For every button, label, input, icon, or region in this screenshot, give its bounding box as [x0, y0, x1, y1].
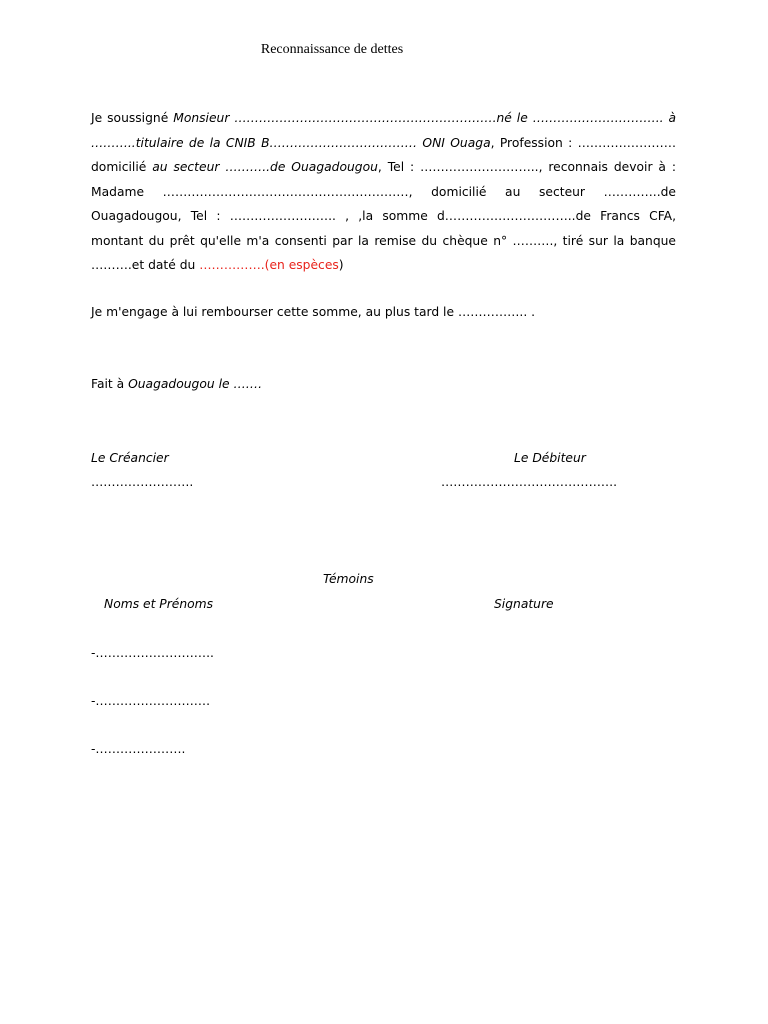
creditor-signature-line: ……………………. [91, 475, 194, 489]
witness-line: -………………………. [91, 694, 211, 708]
witness-line: -……………………….. [91, 646, 214, 660]
witnesses-heading: Témoins [323, 572, 374, 586]
debtor-label: Le Débiteur [514, 451, 586, 465]
witness-signature-column-header: Signature [494, 597, 554, 611]
repayment-commitment: Je m'engage à lui rembourser cette somme, au plus tard le …………….. . [91, 305, 536, 319]
paragraph-line: ………..titulaire de la CNIB B……………………………… ONI Ouaga, Profession : …………………… [91, 135, 676, 150]
paragraph-line: montant du prêt qu'elle m'a consenti par la remise du chèque n° ………., tiré sur la banque [91, 233, 676, 248]
paragraph-line: ……….et daté du …………….(en espèces) [91, 258, 344, 272]
witness-line: -…………………. [91, 742, 186, 756]
document-title: Reconnaissance de dettes [260, 42, 404, 57]
paragraph-line: domicilié au secteur ………..de Ouagadougou, Tel : ……………………….., reconnais devoir à : [91, 160, 676, 174]
payment-method-highlight: …………….(en espèces [199, 258, 339, 272]
paragraph-line: Madame ……………………………………………………, domicilié au secteur …………..de [91, 184, 676, 199]
creditor-label: Le Créancier [91, 451, 169, 465]
paragraph-line: Ouagadougou, Tel : …………………….. , ,la somme d…………………………..de Francs CFA, [91, 209, 676, 223]
witness-names-column-header: Noms et Prénoms [104, 597, 214, 611]
debtor-signature-line: ……………………………………. [441, 475, 618, 489]
declaration-paragraph [91, 106, 676, 278]
place-date-line: Fait à Ouagadougou le ……. [91, 377, 262, 391]
paragraph-line: Je soussigné Monsieur ……………………………………………………….né le ………………………….. à [91, 111, 676, 125]
